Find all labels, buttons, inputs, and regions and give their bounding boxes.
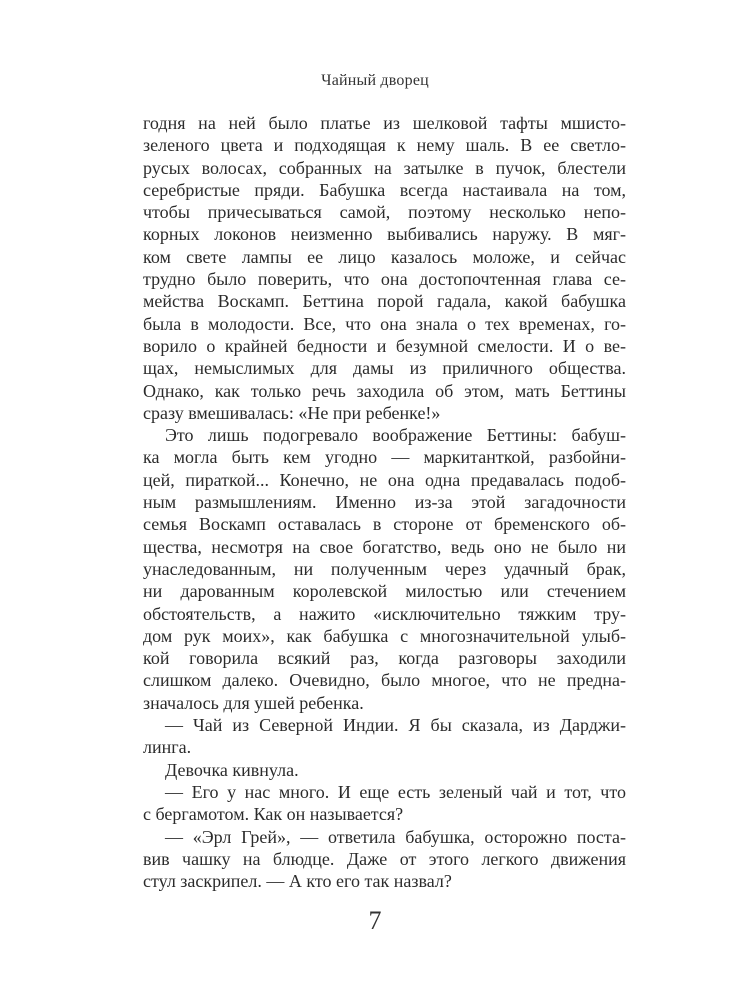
text-line: Это лишь подогревало воображение Беттины: бабуш- — [165, 425, 626, 446]
text-line: значалось для ушей ребенка. — [143, 692, 364, 713]
text-line: дом рук моих», как бабушка с многозначительной улыб- — [143, 625, 626, 646]
text-line: Однако, как только речь заходила об этом, мать Беттины — [143, 380, 626, 401]
text-line: семья Воскамп оставалась в стороне от бременского об- — [143, 514, 626, 535]
text-line: — Его у нас много. И еще есть зеленый чай и тот, что — [165, 781, 626, 802]
text-line: трудно было поверить, что она достопочтенная глава се- — [143, 269, 626, 290]
body-text — [143, 112, 626, 892]
text-line: обстоятельств, а нажито «исключительно тяжким тру- — [143, 603, 626, 624]
text-line: русых волосах, собранных на затылке в пучок, блестели — [143, 157, 626, 178]
text-line: сразу вмешивалась: «Не при ребенке!» — [143, 402, 441, 423]
text-line: ворило о крайней бедности и безумной смелости. И о ве- — [143, 335, 626, 356]
text-line: корных локонов неизменно выбивались наружу. В мяг- — [143, 224, 626, 245]
text-line: Девочка кивнула. — [165, 759, 299, 780]
text-line: — Чай из Северной Индии. Я бы сказала, из Дарджи- — [165, 715, 626, 736]
text-line: мейства Воскамп. Беттина порой гадала, какой бабушка — [143, 291, 626, 312]
running-head: Чайный дворец — [321, 72, 429, 89]
text-line: с бергамотом. Как он называется? — [143, 804, 404, 825]
text-line: ни дарованным королевской милостью или стечением — [143, 581, 626, 602]
text-line: щества, несмотря на свое богатство, ведь оно не было ни — [143, 536, 626, 557]
text-line: зеленого цвета и подходящая к нему шаль. В ее светло- — [143, 135, 626, 156]
text-line: цей, пираткой... Конечно, не она одна предавалась подоб- — [143, 469, 626, 490]
text-line: слишком далеко. Очевидно, было многое, что не предна- — [143, 670, 626, 691]
text-line: ком свете лампы ее лицо казалось моложе, и сейчас — [143, 246, 626, 267]
text-line: щах, немыслимых для дамы из приличного общества. — [143, 358, 626, 379]
text-line: ным размышлениям. Именно из-за этой загадочности — [143, 492, 626, 513]
page-number: 7 — [368, 906, 382, 935]
text-line: чтобы причесываться самой, поэтому несколько непо- — [143, 202, 626, 223]
text-line: унаследованным, ни полученным через удачный брак, — [143, 558, 626, 579]
text-line: годня на ней было платье из шелковой тафты мшисто- — [143, 113, 626, 133]
text-line: стул заскрипел. — А кто его так назвал? — [143, 871, 452, 892]
text-line: — «Эрл Грей», — ответила бабушка, осторожно поста- — [165, 826, 626, 847]
text-line: серебристые пряди. Бабушка всегда настаивала на том, — [143, 179, 626, 200]
text-line: ка могла быть кем угодно — маркитанткой, разбойни- — [143, 447, 626, 468]
text-line: кой говорила всякий раз, когда разговоры заходили — [143, 648, 626, 669]
text-line: линга. — [143, 737, 192, 758]
text-line: вив чашку на блюдце. Даже от этого легкого движения — [143, 848, 626, 869]
text-line: была в молодости. Все, что она знала о тех временах, го- — [143, 313, 626, 334]
